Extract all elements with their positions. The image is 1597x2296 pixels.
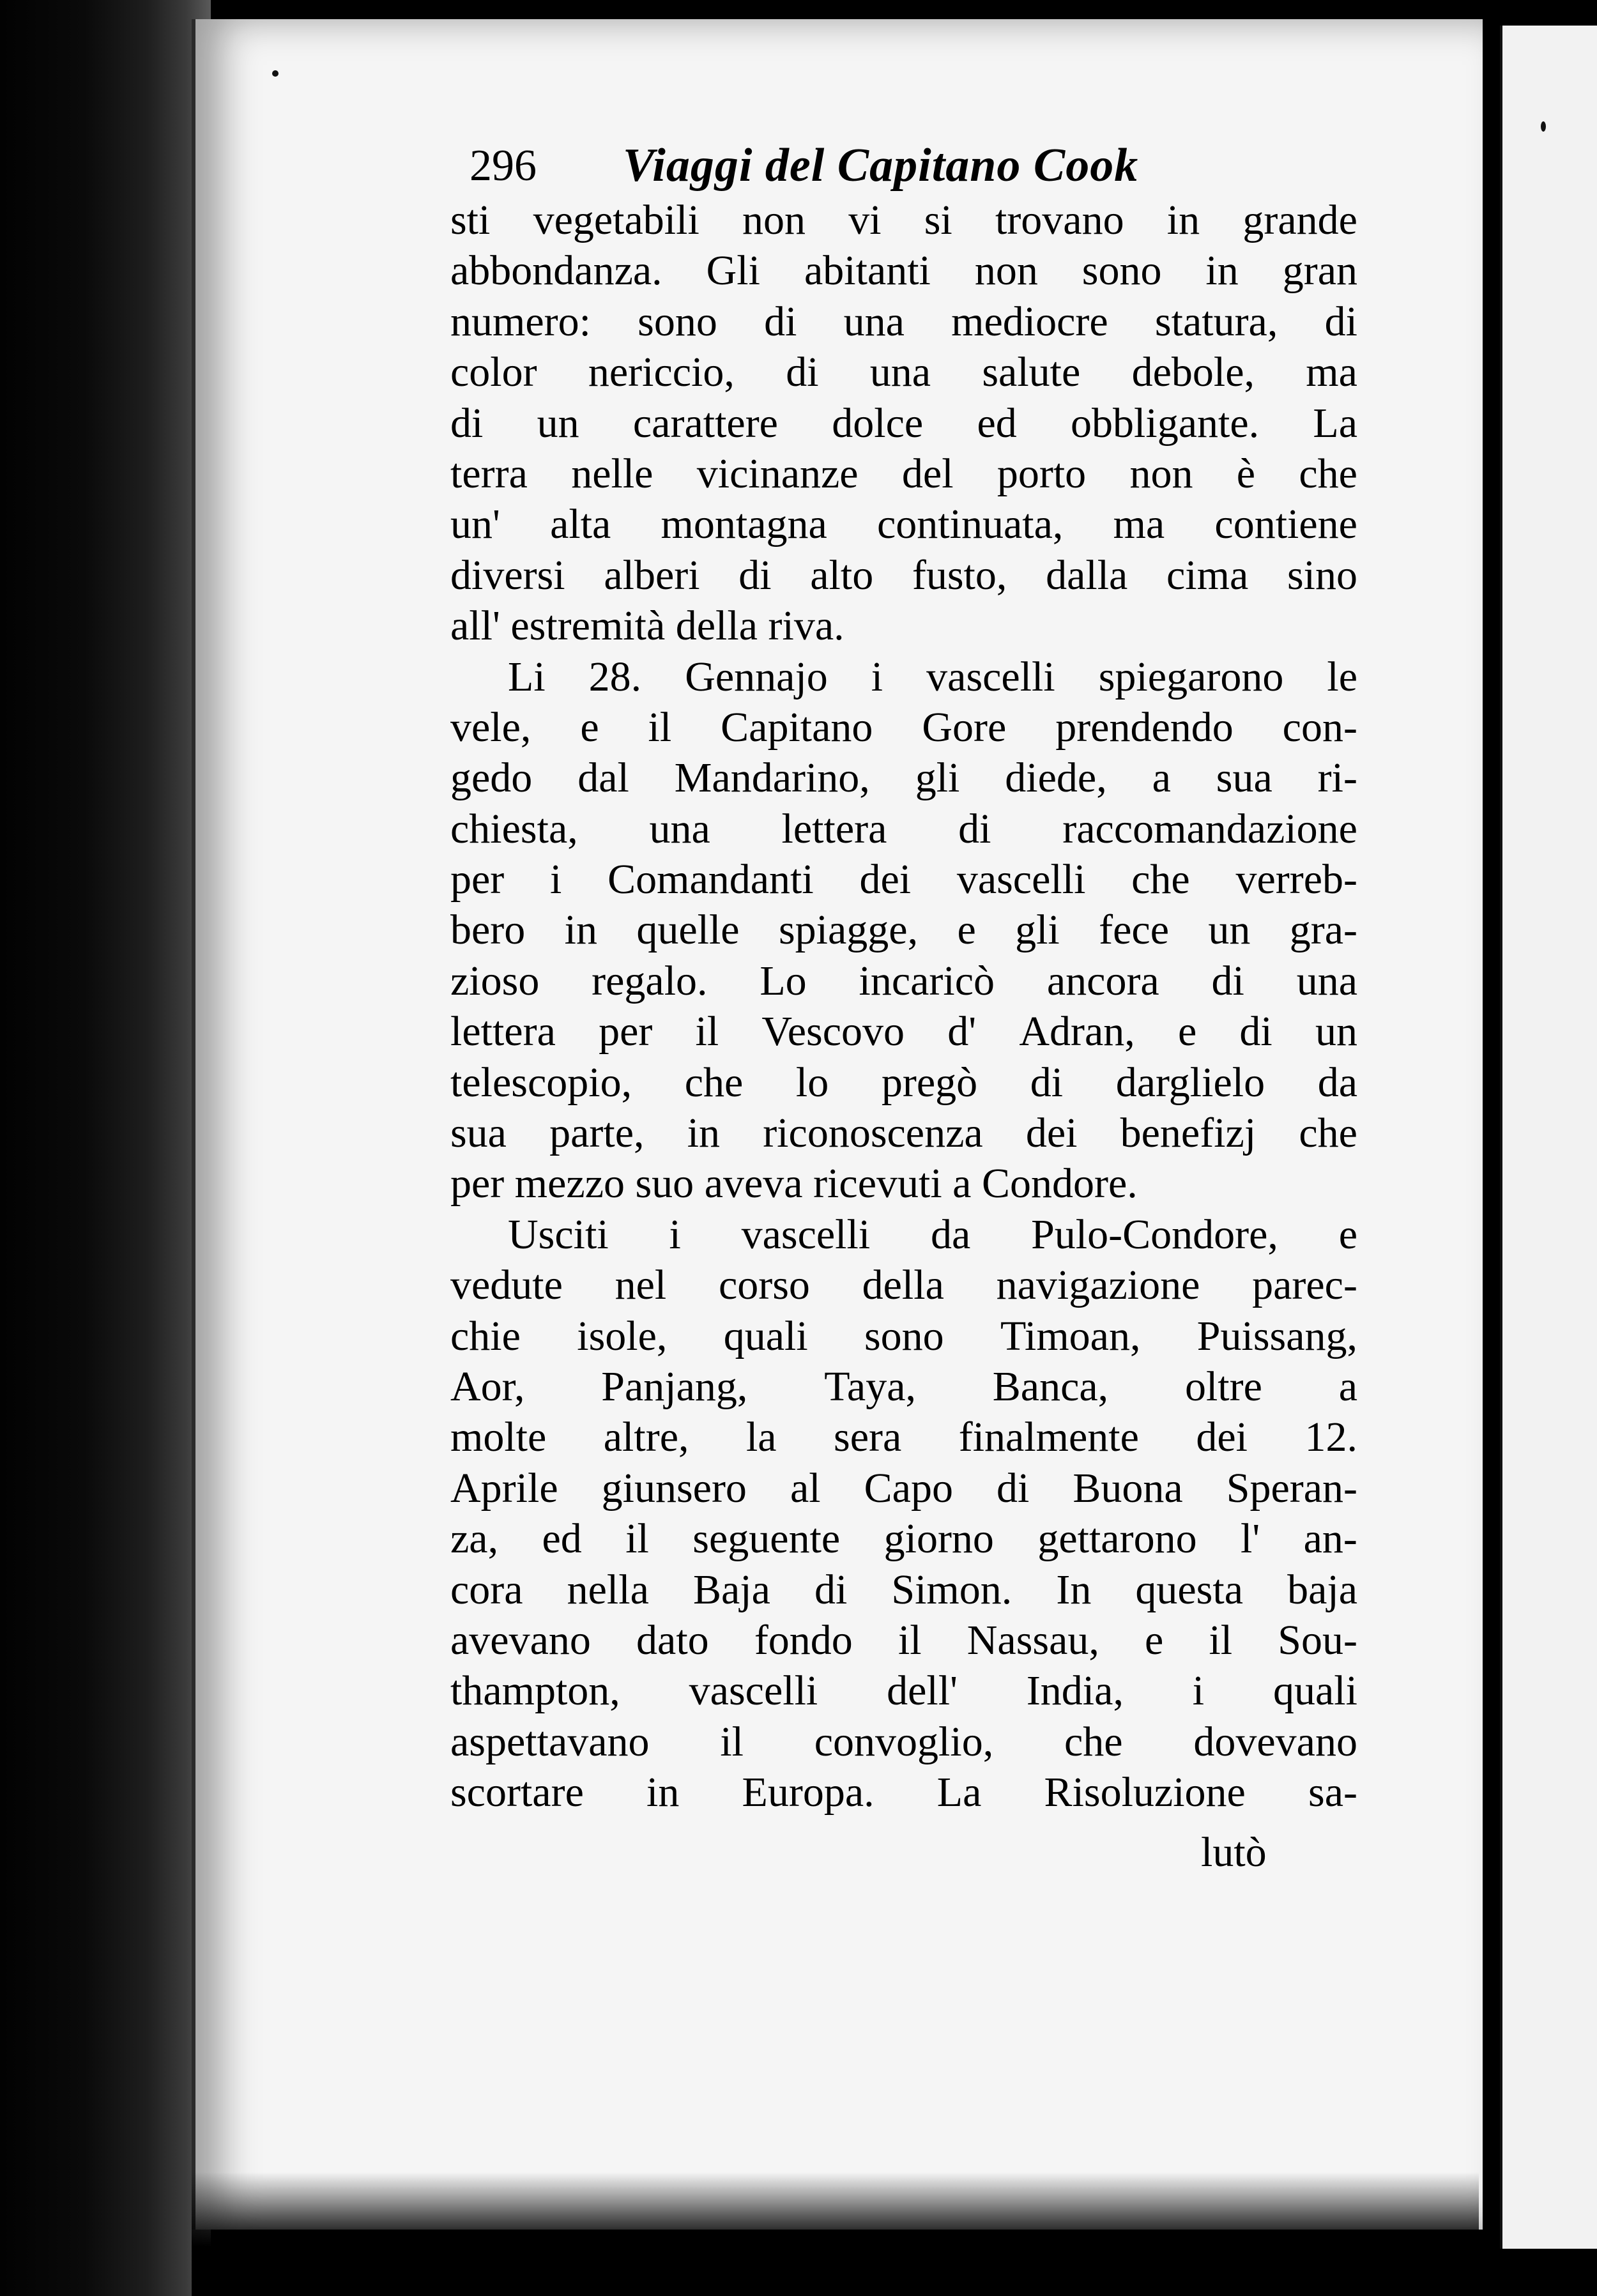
running-title: Viaggi del Capitano Cook (623, 139, 1139, 192)
word: nelle (571, 450, 653, 497)
word: in (564, 907, 597, 954)
word: Taya, (824, 1363, 916, 1410)
word: diede, (1005, 754, 1107, 802)
facing-page-edge (1500, 26, 1597, 2249)
word: color (450, 349, 537, 396)
word: Mandarino, (674, 754, 870, 802)
word: una (649, 805, 710, 852)
word: statura, (1154, 298, 1278, 345)
word: dato (636, 1616, 709, 1664)
text-line (450, 1665, 1357, 1716)
word: alto (810, 551, 874, 599)
word: lettera (781, 805, 887, 852)
word: sua (450, 1110, 507, 1157)
word: incaricò (859, 957, 995, 1004)
word: spiagge, (778, 907, 919, 954)
word: Aprile (450, 1464, 558, 1512)
word: e (1145, 1616, 1164, 1664)
word: prendendo (1055, 703, 1234, 751)
word: Vescovo (761, 1008, 905, 1055)
word: e (1338, 1211, 1357, 1258)
text-line (450, 398, 1357, 448)
word: pregò (881, 1059, 978, 1106)
word: continuata, (877, 501, 1064, 548)
word: fusto, (912, 551, 1007, 599)
word: ed (977, 399, 1017, 447)
word: Timoan, (1000, 1312, 1141, 1359)
word: Condore. (981, 1160, 1138, 1207)
word: il (695, 1008, 719, 1055)
word: e (957, 907, 976, 954)
word: thampton, (450, 1667, 620, 1715)
word: spiegarono (1098, 653, 1284, 700)
word: nericcio, (588, 349, 735, 396)
page-number: 296 (470, 141, 537, 190)
word: 28. (588, 653, 642, 700)
word: debole, (1131, 349, 1255, 396)
word: non (974, 247, 1038, 295)
word: che (1064, 1718, 1123, 1765)
word: ricevuti (813, 1160, 942, 1207)
word: altre, (603, 1414, 689, 1461)
word: in (1166, 197, 1200, 243)
word: za, (450, 1515, 499, 1563)
word: i (550, 856, 562, 903)
word: il (720, 1718, 744, 1765)
word: ed (542, 1515, 582, 1563)
word: il (1209, 1616, 1233, 1664)
text-line (450, 1158, 1357, 1209)
word: cora (450, 1566, 523, 1613)
word: obbligante. (1071, 399, 1260, 447)
text-line (450, 1615, 1357, 1665)
word: riva. (768, 602, 844, 650)
word: mediocre (951, 298, 1108, 345)
text-line (450, 1057, 1357, 1108)
word: baja (1287, 1566, 1357, 1613)
word: In (1056, 1566, 1092, 1613)
word: con- (1282, 703, 1357, 751)
word: per (450, 1160, 505, 1207)
word: sono (638, 298, 717, 345)
word: una (869, 349, 931, 396)
word: 12. (1304, 1414, 1357, 1461)
word: Simon. (891, 1566, 1012, 1613)
word: ma (1113, 501, 1165, 548)
word: quali (723, 1312, 808, 1359)
word: Capo (864, 1464, 953, 1512)
word: Banca, (992, 1363, 1109, 1410)
word: gettarono (1037, 1515, 1197, 1563)
word: oltre (1184, 1363, 1262, 1410)
word: telescopio, (450, 1059, 632, 1106)
word: bero (450, 907, 526, 954)
word: numero: (450, 298, 591, 345)
word: sono (1081, 247, 1162, 295)
text-line (450, 1006, 1357, 1057)
word: navigazione (996, 1262, 1200, 1309)
word: le (1327, 653, 1357, 700)
word: contiene (1214, 501, 1357, 548)
word: terra (450, 450, 528, 497)
word: parte, (549, 1110, 645, 1157)
word: chie (450, 1312, 521, 1359)
text-line (450, 1565, 1357, 1615)
word: a (952, 1160, 972, 1207)
word: Risoluzione (1044, 1769, 1246, 1816)
word: raccomandazione (1062, 805, 1357, 852)
word: alta (550, 501, 611, 548)
word: sti (450, 197, 491, 243)
word: zioso (450, 957, 540, 1004)
word: avevano (450, 1616, 591, 1664)
word: di (450, 399, 484, 447)
word: di (1239, 1008, 1272, 1055)
text-line (450, 1311, 1357, 1361)
word: trovano (995, 197, 1124, 243)
word: lo (795, 1059, 829, 1106)
word: abitanti (804, 247, 931, 295)
text-line (450, 1361, 1357, 1412)
word: diversi (450, 551, 565, 599)
text-line (450, 652, 1357, 702)
text-line (450, 804, 1357, 854)
text-line (450, 702, 1357, 753)
text-line (450, 550, 1357, 601)
word: Usciti (508, 1211, 609, 1258)
word: il (625, 1515, 649, 1563)
word: molte (450, 1414, 547, 1461)
word: a (1338, 1363, 1357, 1410)
word: dal (577, 754, 629, 802)
word: porto (997, 450, 1087, 497)
word: mezzo (514, 1160, 625, 1207)
word: dolce (832, 399, 924, 447)
word: gli (915, 754, 960, 802)
word: il (898, 1616, 922, 1664)
word: e (580, 703, 599, 751)
word: seguente (692, 1515, 841, 1563)
word: una (1296, 957, 1357, 1004)
word: del (901, 450, 954, 497)
word: suo (635, 1160, 694, 1207)
text-line (450, 601, 1357, 651)
text-line (450, 1767, 1357, 1818)
word: Aor, (450, 1363, 525, 1410)
word: dei (1025, 1110, 1078, 1157)
word: Puissang, (1196, 1312, 1357, 1359)
word: estremità (510, 602, 666, 650)
word: che (684, 1059, 744, 1106)
word: regalo. (592, 957, 708, 1004)
word: grande (1242, 197, 1357, 243)
word: corso (718, 1262, 810, 1309)
word: da (1317, 1059, 1357, 1106)
word: sono (864, 1312, 944, 1359)
word: l' (1241, 1515, 1260, 1563)
text-line (450, 1209, 1357, 1260)
word: alberi (604, 551, 700, 599)
word: che (1299, 450, 1357, 497)
text-line (450, 854, 1357, 905)
word: parec- (1252, 1262, 1357, 1309)
word: vegetabili (533, 197, 699, 243)
word: per (599, 1008, 653, 1055)
word: an- (1303, 1515, 1357, 1563)
ink-speck (1541, 121, 1546, 132)
word: in (687, 1110, 721, 1157)
word: lettera (450, 1008, 556, 1055)
word: gedo (450, 754, 533, 802)
word: a (1152, 754, 1171, 802)
word: sa- (1308, 1769, 1357, 1816)
word: vascelli (689, 1667, 818, 1715)
word: di (958, 805, 991, 852)
word: dei (859, 856, 912, 903)
text-line (450, 448, 1357, 499)
word: ri- (1317, 754, 1357, 802)
word: Nassau, (967, 1616, 1099, 1664)
word: e (1177, 1008, 1197, 1055)
word: di (997, 1464, 1030, 1512)
word: sino (1287, 551, 1357, 599)
word: India, (1026, 1667, 1124, 1715)
word: carattere (632, 399, 778, 447)
body-text (450, 195, 1357, 1818)
word: chiesta, (450, 805, 578, 852)
word: ancora (1046, 957, 1159, 1004)
word: che (1131, 856, 1190, 903)
word: al (790, 1464, 821, 1512)
text-line (450, 753, 1357, 803)
text-line (450, 1513, 1357, 1564)
word: gli (1015, 907, 1060, 954)
word: il (648, 703, 672, 751)
text-line (450, 245, 1357, 296)
word: che (1299, 1110, 1357, 1157)
word: Adran, (1019, 1008, 1135, 1055)
word: la (745, 1414, 777, 1461)
word: della (862, 1262, 944, 1309)
word: Europa. (742, 1769, 875, 1816)
word: una (843, 298, 905, 345)
text-line (450, 347, 1357, 397)
word: Capitano (721, 703, 873, 751)
word: La (936, 1769, 982, 1816)
word: fondo (754, 1616, 853, 1664)
word: vascelli (741, 1211, 871, 1258)
word: benefizj (1120, 1110, 1257, 1157)
book-gutter (0, 0, 211, 2296)
word: salute (982, 349, 1081, 396)
word: Comandanti (607, 856, 814, 903)
word: giunsero (601, 1464, 747, 1512)
word: Gore (922, 703, 1007, 751)
word: ma (1306, 349, 1357, 396)
word: da (930, 1211, 971, 1258)
word: questa (1135, 1566, 1243, 1613)
word: di (786, 349, 819, 396)
word: gran (1282, 247, 1357, 295)
word: Baja (692, 1566, 770, 1613)
word: Gennajo (685, 653, 828, 700)
word: si (924, 197, 952, 243)
word: di (1324, 298, 1357, 345)
word: è (1236, 450, 1256, 497)
word: Pulo-Condore, (1031, 1211, 1278, 1258)
word: scortare (450, 1769, 584, 1816)
word: Gli (706, 247, 760, 295)
word: i (1192, 1667, 1205, 1715)
word: isole, (577, 1312, 668, 1359)
word: vi (848, 197, 882, 243)
word: dell' (887, 1667, 958, 1715)
word: abbondanza. (450, 247, 662, 295)
word: Sou- (1278, 1616, 1357, 1664)
word: vicinanze (696, 450, 859, 497)
word: Panjang, (601, 1363, 748, 1410)
word: nel (615, 1262, 667, 1309)
word: sera (834, 1414, 902, 1461)
word: gra- (1289, 907, 1357, 954)
ink-speck (272, 70, 279, 77)
word: i (871, 653, 883, 700)
word: nella (567, 1566, 649, 1613)
text-line (450, 1260, 1357, 1310)
word: di (1030, 1059, 1064, 1106)
word: verreb- (1235, 856, 1357, 903)
word: non (742, 197, 806, 243)
word: d' (947, 1008, 977, 1055)
text-line (450, 296, 1357, 347)
word: di (814, 1566, 848, 1613)
word: riconoscenza (763, 1110, 983, 1157)
word: fece (1099, 907, 1170, 954)
page-bottom-shadow (192, 2172, 1479, 2296)
word: di (738, 551, 772, 599)
word: in (1205, 247, 1239, 295)
text-line (450, 195, 1357, 245)
text-line (450, 905, 1357, 955)
word: La (1313, 399, 1357, 447)
word: vascelli (926, 653, 1055, 700)
word: cima (1166, 551, 1249, 599)
word: montagna (661, 501, 827, 548)
word: un (1208, 907, 1251, 954)
word: non (1129, 450, 1193, 497)
word: vedute (450, 1262, 563, 1309)
word: aveva (704, 1160, 803, 1207)
text-line (450, 1412, 1357, 1462)
catchword: lutò (1201, 1829, 1267, 1876)
word: Lo (760, 957, 807, 1004)
word: quali (1273, 1667, 1357, 1715)
word: di (764, 298, 797, 345)
word: aspettavano (450, 1718, 650, 1765)
word: sua (1216, 754, 1272, 802)
word: quelle (636, 907, 740, 954)
text-line (450, 1108, 1357, 1158)
word: vascelli (956, 856, 1086, 903)
text-line (450, 956, 1357, 1006)
word: giorno (883, 1515, 994, 1563)
word: dei (1196, 1414, 1248, 1461)
text-line (450, 1463, 1357, 1513)
word: della (675, 602, 758, 650)
word: dovevano (1193, 1718, 1357, 1765)
word: un (1315, 1008, 1357, 1055)
word: di (1211, 957, 1244, 1004)
word: un' (450, 501, 500, 548)
text-line (450, 499, 1357, 549)
word: un (537, 399, 579, 447)
word: dalla (1046, 551, 1128, 599)
word: Buona (1073, 1464, 1183, 1512)
word: i (669, 1211, 681, 1258)
word: finalmente (958, 1414, 1139, 1461)
word: in (646, 1769, 680, 1816)
word: vele, (450, 703, 531, 751)
word: per (450, 856, 505, 903)
word: Speran- (1226, 1464, 1357, 1512)
text-line (450, 1717, 1357, 1767)
page-header (470, 135, 1185, 196)
word: Li (508, 653, 546, 700)
word: darglielo (1115, 1059, 1265, 1106)
word: convoglio, (814, 1718, 994, 1765)
word: all' (450, 602, 500, 650)
